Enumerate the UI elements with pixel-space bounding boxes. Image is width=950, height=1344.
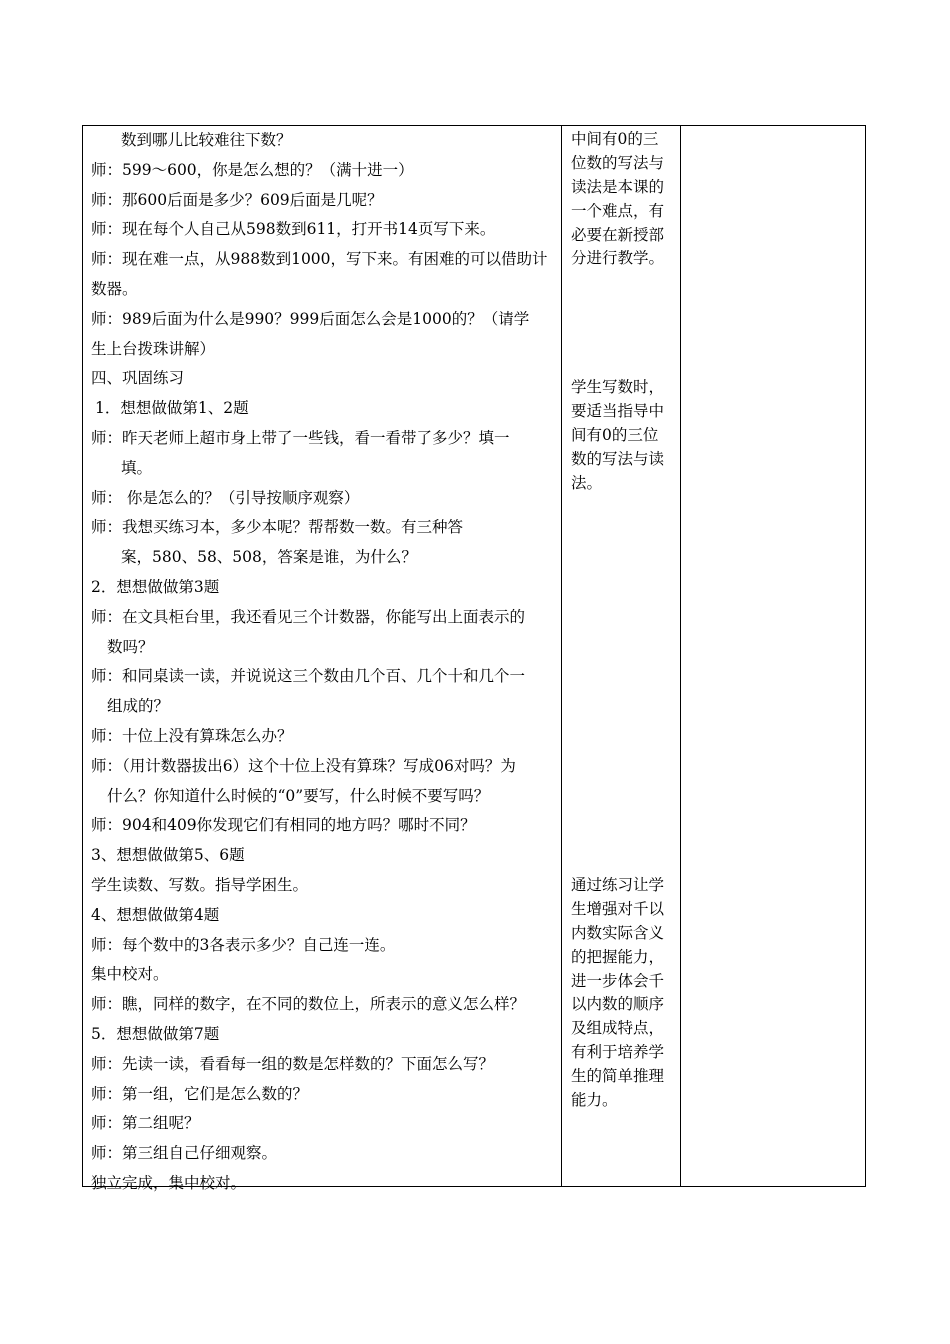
note-line: 必要在新授部 xyxy=(571,225,665,244)
note-line: 学生写数时， xyxy=(571,378,665,396)
text-line: 师：第三组自己仔细观察。 xyxy=(91,1144,278,1163)
text-line: 师：瞧，同样的数字，在不同的数位上，所表示的意义怎么样？ xyxy=(91,995,526,1014)
text-line: 师：在文具柜台里，我还看见三个计数器，你能写出上面表示的 xyxy=(91,607,526,626)
note-line: 内数实际含义 xyxy=(571,923,665,942)
note-line: 要适当指导中 xyxy=(571,401,665,420)
text-line: 填。 xyxy=(121,458,153,477)
note-line: 通过练习让学 xyxy=(571,876,665,894)
note-line: 生增强对千以 xyxy=(571,899,665,918)
note-line: 位数的写法与 xyxy=(571,153,665,172)
text-line: 数吗？ xyxy=(107,637,154,656)
text-line: 数器。 xyxy=(91,279,138,298)
text-line: 师：十位上没有算珠怎么办？ xyxy=(91,726,293,745)
note-line: 有利于培养学 xyxy=(571,1043,665,1062)
text-line: 师：第一组，它们是怎么数的？ xyxy=(91,1084,309,1103)
text-line: 5．想想做做第7题 xyxy=(91,1024,220,1043)
text-line: 师：第二组呢？ xyxy=(91,1114,200,1133)
note-line: 的把握能力， xyxy=(571,947,665,966)
text-line: 师：我想买练习本，多少本呢？帮帮数一数。有三种答 xyxy=(91,518,464,537)
note-line: 以内数的顺序 xyxy=(571,995,665,1014)
text-line: 师：那600后面是多少？609后面是几呢？ xyxy=(91,190,383,209)
note-line: 能力。 xyxy=(571,1091,618,1110)
note-line: 读法是本课的 xyxy=(571,177,665,196)
column-divider xyxy=(561,126,562,1186)
text-line: 师：和同桌读一读，并说说这三个数由几个百、几个十和几个一 xyxy=(91,667,526,686)
note-line: 进一步体会千 xyxy=(571,971,665,990)
text-line: 3、想想做做第5、6题 xyxy=(91,846,245,865)
text-line: 学生读数、写数。指导学困生。 xyxy=(91,875,309,894)
text-line: 1．想想做做第1、2题 xyxy=(95,399,249,418)
note-line: 及组成特点， xyxy=(571,1019,665,1038)
text-line: 师：（用计数器拔出6）这个十位上没有算珠？写成06对吗？为 xyxy=(91,756,516,775)
note-block-2 xyxy=(571,376,681,495)
text-line: 师：昨天老师上超市身上带了一些钱，看一看带了多少？填一 xyxy=(91,428,510,447)
text-line: 生上台拨珠讲解） xyxy=(91,339,216,358)
note-line: 生的简单推理 xyxy=(571,1067,665,1086)
text-line: 四、巩固练习 xyxy=(91,369,185,388)
text-line: 独立完成，集中校对。 xyxy=(91,1173,247,1192)
lesson-content-column xyxy=(91,126,561,1199)
text-line: 组成的？ xyxy=(107,697,170,716)
note-block-3 xyxy=(571,874,681,1113)
text-line: 师：989后面为什么是990？999后面怎么会是1000的？（请学 xyxy=(91,309,530,328)
text-line: 师：现在难一点，从988数到1000，写下来。有困难的可以借助计 xyxy=(91,250,548,269)
lesson-table xyxy=(82,125,866,1192)
text-line: 师：每个数中的3各表示多少？自己连一连。 xyxy=(91,935,396,954)
text-line: 师：先读一读，看看每一组的数是怎样数的？下面怎么写？ xyxy=(91,1054,495,1073)
text-line: 案，580、58、508，答案是谁，为什么？ xyxy=(121,548,417,567)
text-line: 师：现在每个人自己从598数到611，打开书14页写下来。 xyxy=(91,220,496,239)
text-line: 师： 你是怎么的？（引导按顺序观察） xyxy=(91,488,360,507)
note-line: 数的写法与读 xyxy=(571,449,665,468)
text-line: 2．想想做做第3题 xyxy=(91,577,220,596)
text-line: 师：904和409你发现它们有相同的地方吗？哪时不同？ xyxy=(91,816,476,835)
note-line: 法。 xyxy=(571,473,603,492)
text-line: 4、想想做做第4题 xyxy=(91,905,220,924)
note-line: 分进行教学。 xyxy=(571,249,665,268)
note-block-1 xyxy=(571,128,681,271)
text-line: 集中校对。 xyxy=(91,965,169,984)
note-line: 间有0的三位 xyxy=(571,425,659,444)
note-line: 中间有0的三 xyxy=(571,130,659,148)
text-line: 什么？你知道什么时候的“0”要写，什么时候不要写吗？ xyxy=(107,786,490,805)
text-line: 数到哪儿比较难往下数？ xyxy=(121,131,292,149)
text-line: 师：599～600，你是怎么想的？（满十进一） xyxy=(91,160,414,179)
note-line: 一个难点，有 xyxy=(571,201,665,220)
